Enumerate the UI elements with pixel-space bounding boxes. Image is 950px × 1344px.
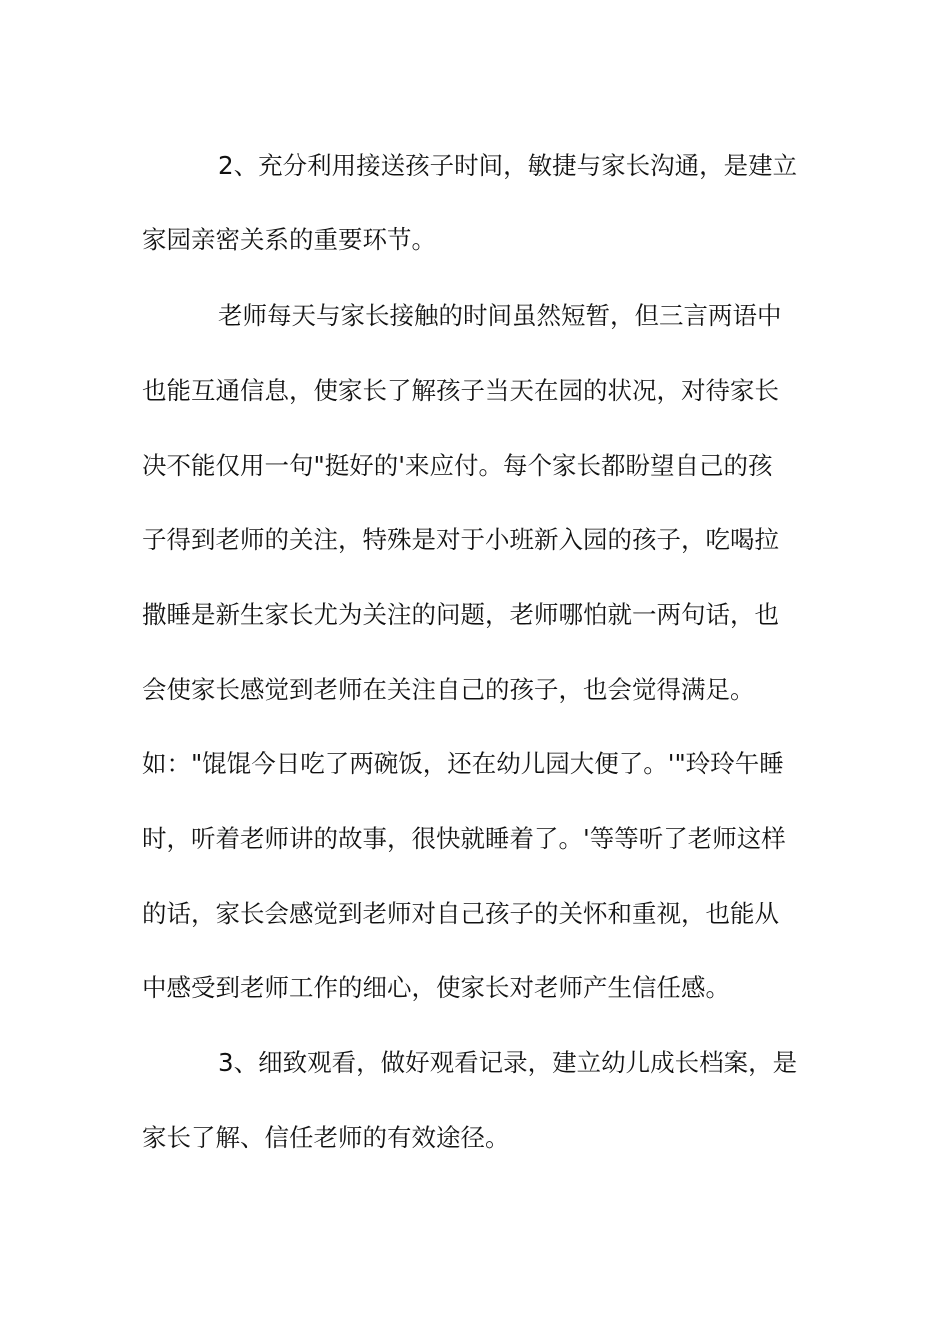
paragraph-body-line-6: 会使家长感觉到老师在关注自己的孩子，也会觉得满足。 xyxy=(142,675,755,704)
paragraph-body-line-1: 老师每天与家长接触的时间虽然短暂，但三言两语中 xyxy=(218,301,782,330)
paragraph-2-line-2: 家园亲密关系的重要环节。 xyxy=(142,225,436,254)
paragraph-body-line-5: 撒睡是新生家长尤为关注的问题，老师哪怕就一两句话，也 xyxy=(142,600,779,629)
paragraph-body-line-8: 时，听着老师讲的故事，很快就睡着了。'等等听了老师这样 xyxy=(142,824,786,853)
paragraph-body-line-7: 如："馄馄今日吃了两碗饭，还在幼儿园大便了。'"玲玲午睡 xyxy=(142,749,784,778)
paragraph-body-line-10: 中感受到老师工作的细心，使家长对老师产生信任感。 xyxy=(142,973,730,1002)
paragraph-3-line-1: 3、细致观看，做好观看记录，建立幼儿成长档案，是 xyxy=(218,1048,798,1077)
paragraph-3-line-2: 家长了解、信任老师的有效途径。 xyxy=(142,1123,510,1152)
paragraph-body-line-9: 的话，家长会感觉到老师对自己孩子的关怀和重视，也能从 xyxy=(142,899,779,928)
paragraph-body-line-3: 决不能仅用一句"挺好的'来应付。每个家长都盼望自己的孩 xyxy=(142,451,773,480)
paragraph-body-line-2: 也能互通信息，使家长了解孩子当天在园的状况，对待家长 xyxy=(142,376,779,405)
paragraph-body-line-4: 子得到老师的关注，特殊是对于小班新入园的孩子，吃喝拉 xyxy=(142,525,779,554)
paragraph-2-line-1: 2、充分利用接送孩子时间，敏捷与家长沟通，是建立 xyxy=(218,151,798,180)
